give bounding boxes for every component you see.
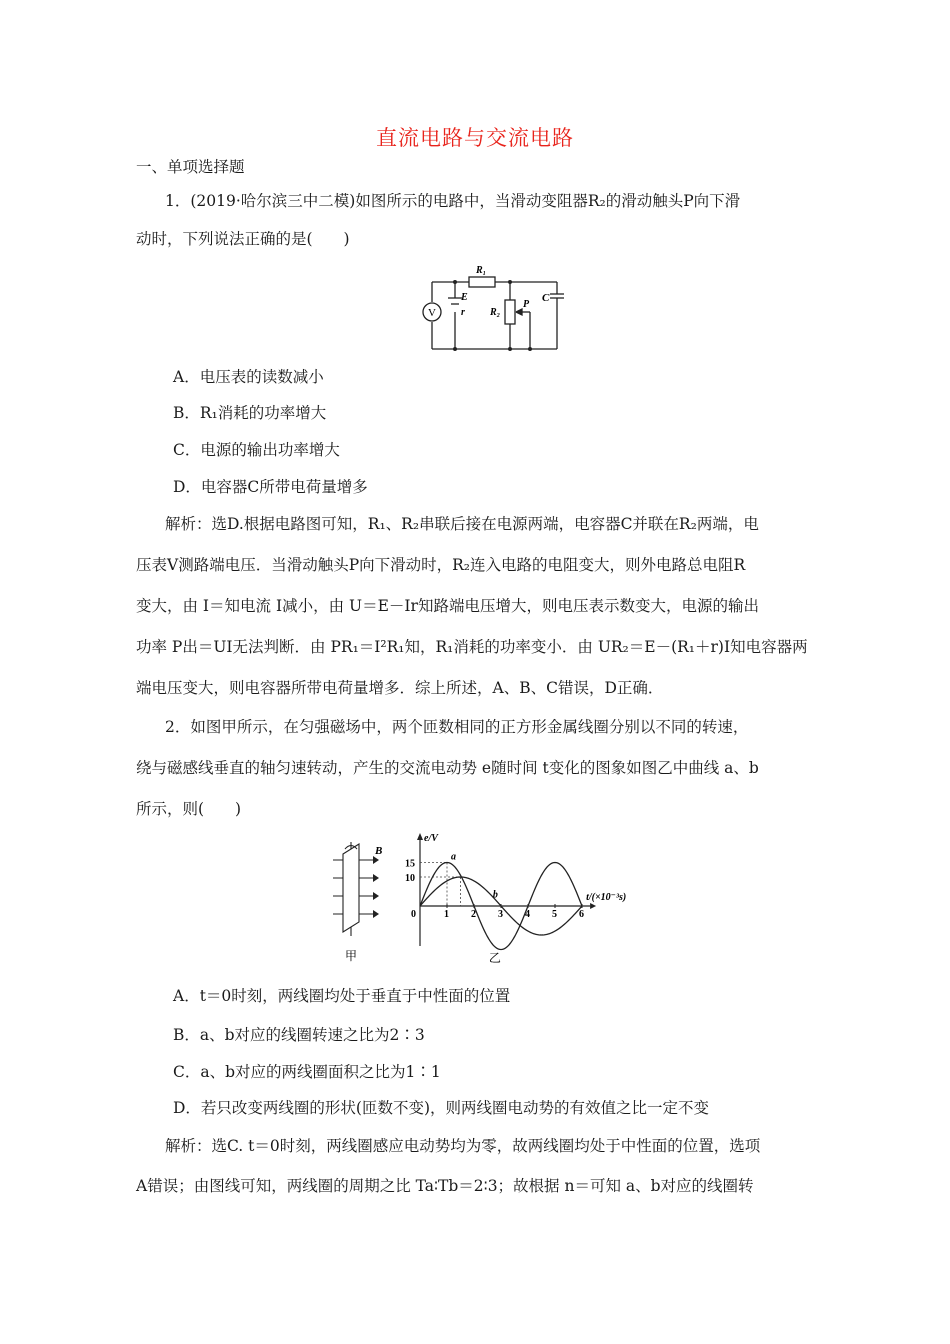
x-tick-label: 5 [552,909,557,920]
page-title: 直流电路与交流电路 [376,126,574,150]
x-axis-arrow [590,903,596,909]
q2-option-c: C．a、b对应的两线圈面积之比为1∶1 [173,1063,441,1081]
r1-label: R₁ [476,265,487,276]
q1-analysis-line1: 解析：选D.根据电路图可知，R₁、R₂串联后接在电源两端，电容器C并联在R₂两端，电 [165,515,759,533]
q2-analysis-line1: 解析：选C. t＝0时刻，两线圈感应电动势均为零，故两线圈均处于中性面的位置，选项 [165,1137,761,1155]
capacitor-label: C [542,292,550,304]
figure-jia-label: 甲 [345,949,358,963]
slider-p-label: P [523,299,530,310]
emf-label: E [461,292,468,303]
coil-diagram [325,840,395,965]
y-tick-label: 10 [405,873,415,884]
r2-label: R₂ [490,307,501,318]
q1-option-b: B．R₁消耗的功率增大 [173,404,327,422]
q2-stem-line3: 所示，则( ) [136,800,242,818]
figure-yi-label: 乙 [488,951,501,965]
q1-option-d: D．电容器C所带电荷量增多 [173,478,368,496]
q1-stem-line1: 1．(2019·哈尔滨三中二模)如图所示的电路中，当滑动变阻器R₂的滑动触头P向下滑 [165,192,741,210]
q1-analysis-line2: 压表V测路端电压．当滑动触头P向下滑动时，R₂连入电路的电阻变大，则外电路总电阻R [136,556,746,574]
q1-analysis-line3: 变大，由 I＝知电流 I减小，由 U＝E－Ir知路端电压增大，则电压表示数变大，电源的输出 [136,597,759,615]
y-tick-label: 15 [405,858,415,870]
series-b-label: b [492,889,498,901]
q1-stem-line2: 动时，下列说法正确的是( ) [136,230,350,248]
q2-stem-line1: 2．如图甲所示，在匀强磁场中，两个匝数相同的正方形金属线圈分别以不同的转速， [165,718,749,736]
b-field-label: B [375,845,383,857]
voltmeter-label: V [428,307,436,319]
circuit-diagram [412,260,572,358]
internal-r-label: r [461,307,465,318]
q2-option-d: D．若只改变两线圈的形状(匝数不变)，则两线圈电动势的有效值之比一定不变 [173,1099,710,1117]
x-tick-label: 4 [525,909,530,920]
q2-option-b: B．a、b对应的线圈转速之比为2∶3 [173,1026,425,1044]
x-tick-label: 2 [471,909,476,920]
section-heading: 一、单项选择题 [136,158,245,176]
q2-option-a: A．t＝0时刻，两线圈均处于垂直于中性面的位置 [173,987,511,1005]
emf-time-chart [395,828,665,970]
x-tick-label: 1 [444,909,449,920]
x-tick-label: 6 [579,909,584,920]
q1-analysis-line4: 功率 P出＝UI无法判断．由 PR₁＝I²R₁知，R₁消耗的功率变小．由 UR₂＝E－(R₁＋r)I知电容器两 [136,638,808,656]
x-tick-label: 3 [498,909,503,920]
series-a-label: a [451,851,456,863]
q1-analysis-line5: 端电压变大，则电容器所带电荷量增多．综上所述，A、B、C错误，D正确． [136,679,664,697]
q2-stem-line2: 绕与磁感线垂直的轴匀速转动，产生的交流电动势 e随时间 t变化的图象如图乙中曲线 a、b [136,759,759,777]
x-axis-label: t/(×10⁻³s) [586,892,627,903]
q1-option-c: C．电源的输出功率增大 [173,441,340,459]
q1-option-a: A．电压表的读数减小 [173,368,324,386]
q2-analysis-line2: A错误；由图线可知，两线圈的周期之比 Ta∶Tb＝2∶3；故根据 n＝可知 a、b对应的线圈转 [136,1177,754,1195]
x-tick-label: 0 [411,909,416,920]
y-axis-label: e/V [424,833,438,844]
y-axis-arrow [417,833,423,840]
